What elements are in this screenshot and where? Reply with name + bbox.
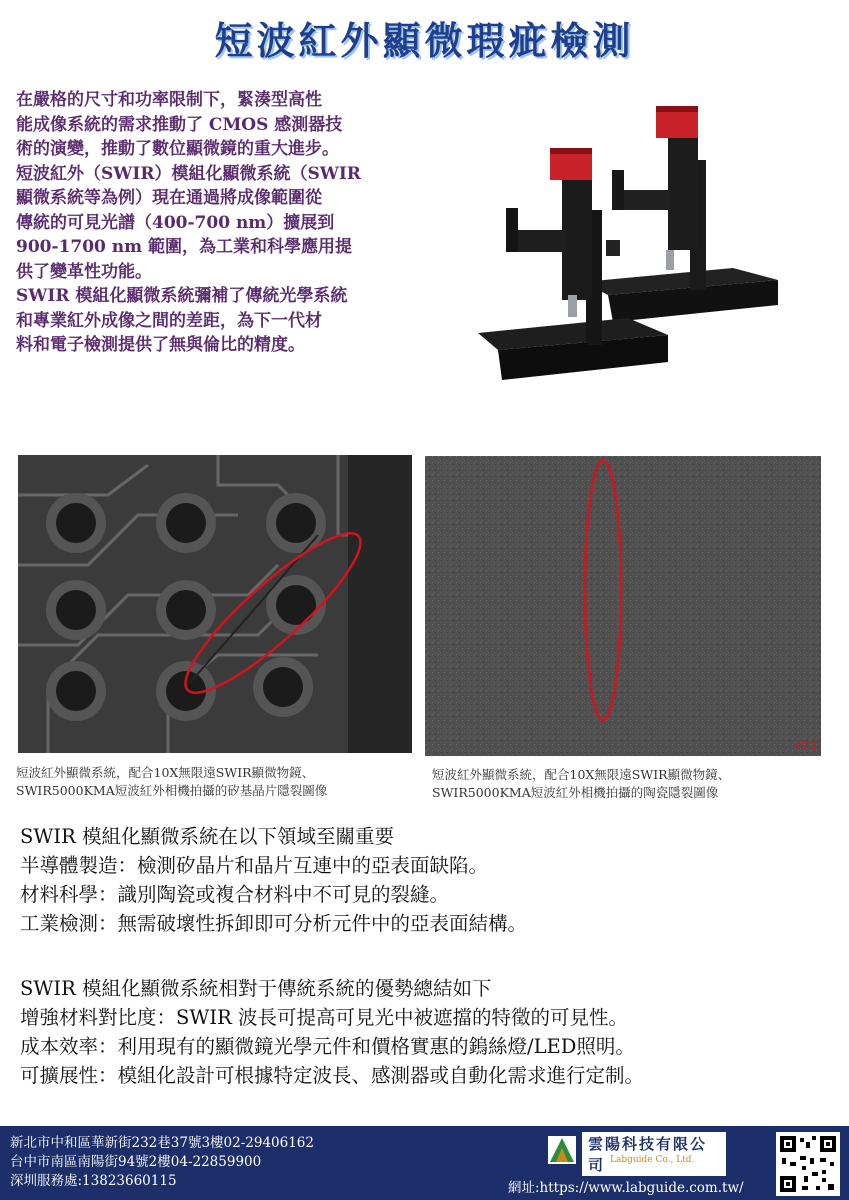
chip-image-svg [18,455,412,753]
ceramic-image-svg [425,442,821,756]
footer-address-line: 深圳服務處:13823660115 [10,1173,177,1189]
intro-line: SWIR 模組化顯微系統彌補了傳統光學系統 [16,286,348,306]
intro-line: 能成像系統的需求推動了 CMOS 感測器技 [16,114,343,135]
right-image-caption [432,766,832,802]
intro-paragraph [16,88,456,358]
intro-line: 900-1700 nm 範圍，為工業和科學應用提 [16,237,353,257]
qr-code-icon[interactable] [776,1132,840,1196]
caption-line: 短波紅外顯微系統，配合10X無限遠SWIR顯微物鏡、 [432,767,731,782]
silicon-chip-crack-image [18,455,412,753]
advantages-item: 成本效率：利用現有的顯微鏡光學元件和價格實惠的鎢絲燈/LED照明。 [20,1035,635,1058]
footer [0,1126,849,1200]
website-link[interactable]: 網址:https://www.labguide.com.tw/ [508,1180,744,1196]
advantages-heading: SWIR 模組化顯微系統相對于傳統系統的優勢總結如下 [20,977,492,1000]
title-bar [0,0,849,72]
applications-item: 半導體製造：檢測矽晶片和晶片互連中的亞表面缺陷。 [20,854,489,877]
advantages-item: 可擴展性：模組化設計可根據特定波長、感測器或自動化需求進行定制。 [20,1064,645,1087]
advantages-section [20,974,840,1090]
intro-line: 在嚴格的尺寸和功率限制下，緊湊型高性 [16,90,322,110]
applications-heading: SWIR 模組化顯微系統在以下領域至關重要 [20,825,394,848]
applications-section [20,822,840,938]
page-title: 短波紅外顯微瑕疵檢測 [214,18,635,63]
logo-mark-icon [548,1136,576,1164]
footer-addresses [10,1134,314,1191]
company-logo [546,1130,726,1174]
ceramic-crack-image [425,442,821,756]
intro-line: 術的演變，推動了數位顯微鏡的重大進步。 [16,139,339,159]
left-image-caption [16,764,416,800]
intro-line: 短波紅外（SWIR）模組化顯微系統（SWIR [16,163,361,184]
caption-line: SWIR5000KMA短波紅外相機拍攝的陶瓷隱裂圖像 [432,785,719,800]
caption-line: 短波紅外顯微系統，配合10X無限遠SWIR顯微物鏡、 [16,765,315,780]
image-scale-label: 47.2 [795,741,818,752]
intro-line: 料和電子檢測提供了無與倫比的精度。 [16,335,305,355]
caption-line: SWIR5000KMA短波紅外相機拍攝的矽基晶片隱裂圖像 [16,783,328,798]
footer-address-line: 新北市中和區華新街232巷37號3樓02-29406162 [10,1135,314,1151]
intro-line: 傳統的可見光譜（400-700 nm）擴展到 [16,212,335,233]
applications-item: 材料科學：識別陶瓷或複合材料中不可見的裂縫。 [20,883,450,906]
intro-line: 和專業紅外成像之間的差距，為下一代材 [16,310,322,331]
microscope-product-image [478,90,798,390]
applications-item: 工業檢測：無需破壞性拆卸即可分析元件中的亞表面結構。 [20,912,528,935]
intro-line: 顯微系統等為例）現在通過將成像範圍從 [16,188,322,208]
intro-line: 供了變革性功能。 [16,261,152,282]
advantages-item: 增強材料對比度：SWIR 波長可提高可見光中被遮擋的特徵的可見性。 [20,1006,628,1029]
footer-address-line: 台中市南區南陽街94號2樓04-22859900 [10,1154,262,1170]
company-name-en: Labguide Co., Ltd. [610,1155,695,1165]
company-name: 雲陽科技有限公司 [582,1132,726,1176]
